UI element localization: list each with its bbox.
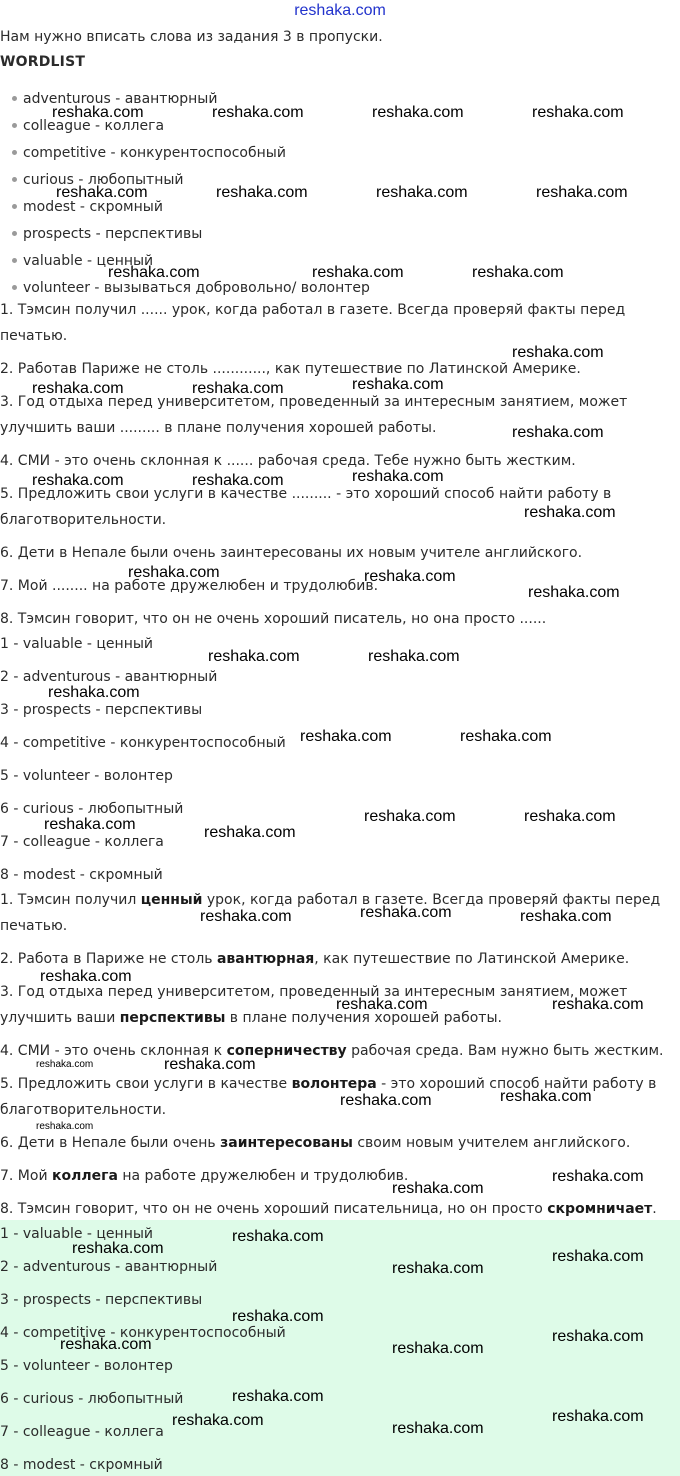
watermark: reshaka.com	[164, 1056, 256, 1073]
watermark: reshaka.com	[232, 1308, 324, 1325]
watermark: reshaka.com	[352, 468, 444, 485]
bullet-icon	[12, 96, 17, 101]
filled-sentence-8: 8. Тэмсин говорит, что он не очень хороший писательница, но он просто скромничает.	[0, 1201, 657, 1217]
watermark: reshaka.com	[372, 104, 464, 121]
watermark: reshaka.com	[460, 728, 552, 745]
watermark: reshaka.com	[108, 264, 200, 281]
task-sentence-8: 8. Тэмсин говорит, что он не очень хороший писатель, но она просто ......	[0, 611, 547, 627]
watermark: reshaka.com	[212, 104, 304, 121]
watermark: reshaka.com	[232, 1388, 324, 1405]
watermark: reshaka.com	[360, 904, 452, 921]
task-sentence-1: 1. Тэмсин получил ...... урок, когда работал в газете. Всегда проверяй факты перед	[0, 302, 626, 318]
watermark: reshaka.com	[536, 184, 628, 201]
answer-item: 5 - volunteer - волонтер	[0, 768, 173, 784]
watermark: reshaka.com	[44, 816, 136, 833]
answer-item: 6 - curious - любопытный	[0, 801, 184, 817]
watermark: reshaka.com	[208, 648, 300, 665]
watermark: reshaka.com	[216, 184, 308, 201]
filled-sentence-3: 3. Год отдыха перед университетом, проведенный за интересным занятием, может	[0, 984, 628, 1000]
wordlist-item: modest - скромный	[12, 198, 163, 216]
task-sentence-5-cont: благотворительности.	[0, 512, 167, 528]
watermark: reshaka.com	[552, 1248, 644, 1265]
answer-item-final: 8 - modest - скромный	[0, 1457, 163, 1473]
answer-item-final: 6 - curious - любопытный	[0, 1391, 184, 1407]
wordlist-item: curious - любопытный	[12, 171, 184, 189]
watermark: reshaka.com	[72, 1240, 164, 1257]
filled-sentence-6: 6. Дети в Непале были очень заинтересованы своим новым учителем английского.	[0, 1135, 631, 1151]
task-sentence-4: 4. СМИ - это очень склонная к ...... рабочая среда. Тебе нужно быть жестким.	[0, 453, 576, 469]
watermark: reshaka.com	[36, 1121, 94, 1132]
task-sentence-6: 6. Дети в Непале были очень заинтересованы их новым учителе английского.	[0, 545, 583, 561]
watermark: reshaka.com	[232, 1228, 324, 1245]
task-sentence-1-cont: печатью.	[0, 328, 68, 344]
bullet-icon	[12, 285, 17, 290]
watermark: reshaka.com	[60, 1336, 152, 1353]
watermark: reshaka.com	[500, 1088, 592, 1105]
watermark: reshaka.com	[32, 380, 124, 397]
watermark: reshaka.com	[56, 184, 148, 201]
task-sentence-7: 7. Мой ........ на работе дружелюбен и трудолюбив.	[0, 578, 379, 594]
filled-sentence-7: 7. Мой коллега на работе дружелюбен и трудолюбив.	[0, 1168, 409, 1184]
watermark: reshaka.com	[336, 996, 428, 1013]
bullet-icon	[12, 123, 17, 128]
watermark: reshaka.com	[192, 380, 284, 397]
watermark: reshaka.com	[512, 424, 604, 441]
watermark: reshaka.com	[524, 504, 616, 521]
bullet-icon	[12, 177, 17, 182]
answer-item-final: 4 - competitive - конкурентоспособный	[0, 1325, 286, 1341]
bullet-icon	[12, 231, 17, 236]
watermark: reshaka.com	[552, 1328, 644, 1345]
watermark: reshaka.com	[552, 996, 644, 1013]
answer-item-final: 2 - adventurous - авантюрный	[0, 1259, 218, 1275]
watermark: reshaka.com	[204, 824, 296, 841]
watermark: reshaka.com	[40, 968, 132, 985]
watermark: reshaka.com	[368, 648, 460, 665]
watermark: reshaka.com	[524, 808, 616, 825]
watermark: reshaka.com	[392, 1180, 484, 1197]
watermark: reshaka.com	[192, 472, 284, 489]
task-sentence-3: 3. Год отдыха перед университетом, проведенный за интересным занятием, может	[0, 394, 628, 410]
answer-item-final: 1 - valuable - ценный	[0, 1226, 154, 1242]
wordlist-item: adventurous - авантюрный	[12, 90, 217, 108]
watermark: reshaka.com	[312, 264, 404, 281]
answer-item: 8 - modest - скромный	[0, 867, 163, 883]
site-header-link[interactable]: reshaka.com	[294, 2, 386, 19]
wordlist-item: competitive - конкурентоспособный	[12, 144, 286, 162]
wordlist-title: WORDLIST	[0, 54, 86, 70]
bullet-icon	[12, 150, 17, 155]
watermark: reshaka.com	[392, 1420, 484, 1437]
watermark: reshaka.com	[200, 908, 292, 925]
watermark: reshaka.com	[52, 104, 144, 121]
answer-item-final: 3 - prospects - перспективы	[0, 1292, 203, 1308]
answer-item-final: 5 - volunteer - волонтер	[0, 1358, 173, 1374]
watermark: reshaka.com	[364, 568, 456, 585]
watermark: reshaka.com	[128, 564, 220, 581]
wordlist-item: volunteer - вызываться добровольно/ волонтер	[12, 279, 370, 297]
watermark: reshaka.com	[472, 264, 564, 281]
answer-item: 2 - adventurous - авантюрный	[0, 669, 218, 685]
answer-item-final: 7 - colleague - коллега	[0, 1424, 164, 1440]
filled-sentence-3-cont: улучшить ваши перспективы в плане получения хорошей работы.	[0, 1010, 502, 1026]
wordlist-item: colleague - коллега	[12, 117, 164, 135]
watermark: reshaka.com	[32, 472, 124, 489]
watermark: reshaka.com	[392, 1340, 484, 1357]
answer-item: 1 - valuable - ценный	[0, 636, 154, 652]
bullet-icon	[12, 204, 17, 209]
intro-text: Нам нужно вписать слова из задания 3 в пропуски.	[0, 29, 383, 45]
task-sentence-3-cont: улучшить ваши ......... в плане получения хорошей работы.	[0, 420, 437, 436]
watermark: reshaka.com	[48, 684, 140, 701]
filled-sentence-5: 5. Предложить свои услуги в качестве волонтера - это хороший способ найти работу в	[0, 1076, 657, 1092]
watermark: reshaka.com	[392, 1260, 484, 1277]
watermark: reshaka.com	[340, 1092, 432, 1109]
watermark: reshaka.com	[532, 104, 624, 121]
wordlist-item: valuable - ценный	[12, 252, 153, 270]
wordlist-item: prospects - перспективы	[12, 225, 202, 243]
watermark: reshaka.com	[376, 184, 468, 201]
bullet-icon	[12, 258, 17, 263]
task-sentence-5: 5. Предложить свои услуги в качестве ......... - это хороший способ найти работу в	[0, 486, 612, 502]
filled-sentence-5-cont: благотворительности.	[0, 1102, 167, 1118]
filled-sentence-4: 4. СМИ - это очень склонная к соперничеству рабочая среда. Вам нужно быть жестким.	[0, 1043, 664, 1059]
watermark: reshaka.com	[300, 728, 392, 745]
watermark: reshaka.com	[520, 908, 612, 925]
filled-sentence-2: 2. Работа в Париже не столь авантюрная, как путешествие по Латинской Америке.	[0, 951, 630, 967]
task-sentence-2: 2. Работав Париже не столь ............, как путешествие по Латинской Америке.	[0, 361, 581, 377]
watermark: reshaka.com	[36, 1059, 94, 1070]
filled-sentence-1: 1. Тэмсин получил ценный урок, когда работал в газете. Всегда проверяй факты перед	[0, 892, 661, 908]
watermark: reshaka.com	[552, 1168, 644, 1185]
watermark: reshaka.com	[528, 584, 620, 601]
watermark: reshaka.com	[172, 1412, 264, 1429]
watermark: reshaka.com	[352, 376, 444, 393]
answer-item: 4 - competitive - конкурентоспособный	[0, 735, 286, 751]
answer-item: 7 - colleague - коллега	[0, 834, 164, 850]
watermark: reshaka.com	[364, 808, 456, 825]
watermark: reshaka.com	[552, 1408, 644, 1425]
watermark: reshaka.com	[512, 344, 604, 361]
filled-sentence-1-cont: печатью.	[0, 918, 68, 934]
answer-item: 3 - prospects - перспективы	[0, 702, 203, 718]
